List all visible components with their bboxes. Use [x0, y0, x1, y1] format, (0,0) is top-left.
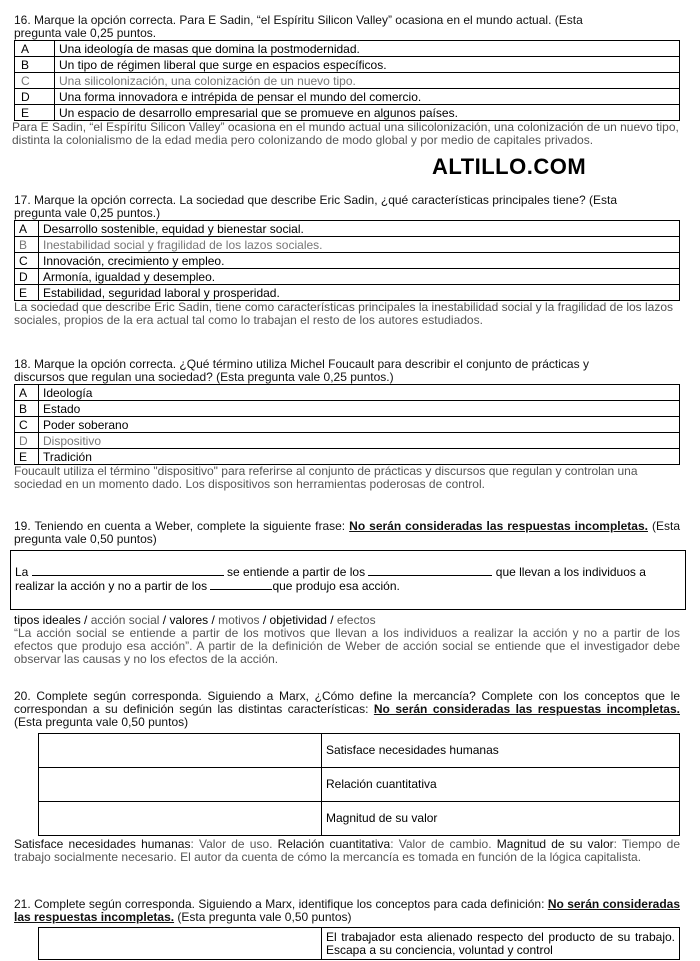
- sentence-part: se entiende a partir de los: [223, 565, 369, 579]
- option-letter: D: [15, 269, 39, 285]
- option-text: Ideología: [39, 385, 680, 401]
- table-row: [39, 928, 680, 960]
- sentence-part: La: [15, 565, 32, 579]
- q20-warning: No serán consideradas las respuestas incompletas.: [373, 702, 680, 716]
- word-option: acción social: [90, 613, 160, 627]
- word-option: objetividad: [269, 613, 327, 627]
- option-row[interactable]: [15, 269, 680, 285]
- option-letter: C: [15, 253, 39, 269]
- option-text: Una forma innovadora e intrépida de pensar el mundo del comercio.: [55, 89, 680, 105]
- answer-value: : Tiempo de trabajo socialmente necesario. El autor da cuenta de cómo la mercancía es tomada en función de la lógica capitalista.: [14, 837, 680, 864]
- word-option: tipos ideales: [14, 613, 81, 627]
- q20-text: [14, 690, 680, 729]
- q17-answer: La sociedad que describe Eric Sadin, tiene como características principales la inestabilidad social y la fragilidad de los lazos sociales, propios de la era actual tal como lo trabajan el resto de los autores estudiados.: [14, 300, 674, 327]
- option-text: Estado: [39, 401, 680, 417]
- question-21: [14, 898, 680, 924]
- option-text: Una silicolonización, una colonización de un nuevo tipo.: [55, 73, 680, 89]
- answer-value: : Valor de uso.: [190, 837, 278, 851]
- word-option: efectos: [336, 613, 376, 627]
- option-letter: E: [15, 285, 39, 301]
- q19-fill-box: [10, 550, 686, 610]
- q17-options: [14, 220, 680, 301]
- option-letter: B: [15, 237, 39, 253]
- answer-cell[interactable]: [39, 734, 322, 768]
- option-letter: E: [15, 105, 55, 121]
- blank-field[interactable]: [32, 565, 224, 576]
- option-row[interactable]: [15, 433, 680, 449]
- q21-warning: No serán consideradas las respuestas incompletas.: [14, 897, 680, 924]
- q19-prefix: 19. Teniendo en cuenta a Weber, complete la siguiente frase:: [14, 519, 350, 533]
- question-16: [14, 14, 680, 147]
- table-row: [39, 802, 680, 836]
- q21-table: [38, 927, 680, 960]
- answer-key: Magnitud de su valor: [496, 837, 614, 851]
- option-letter: E: [15, 449, 39, 465]
- option-letter: A: [15, 41, 55, 57]
- option-letter: A: [15, 221, 39, 237]
- option-row[interactable]: [15, 401, 680, 417]
- option-letter: D: [15, 89, 55, 105]
- question-18: [14, 358, 680, 491]
- option-text: Dispositivo: [39, 433, 680, 449]
- q16-text-line1: 16. Marque la opción correcta. Para E Sadin, “el Espíritu Silicon Valley” ocasiona en el mundo actual. (Esta: [14, 13, 583, 27]
- option-letter: A: [15, 385, 39, 401]
- q19-warning: No serán consideradas las respuestas incompletas.: [349, 519, 648, 533]
- question-17: [14, 194, 680, 327]
- word-option: valores: [169, 613, 209, 627]
- option-text: Poder soberano: [39, 417, 680, 433]
- q20-suffix: (Esta pregunta vale 0,50 puntos): [14, 715, 189, 729]
- option-row[interactable]: [15, 253, 680, 269]
- q20-prefix: 20. Complete según corresponda. Siguiendo a Marx, ¿Cómo define la mercancía? Complete con los conceptos que le correspondan a su definición según las distintas características:: [14, 689, 680, 716]
- table-row: [39, 768, 680, 802]
- option-row[interactable]: [15, 41, 680, 57]
- option-text: Desarrollo sostenible, equidad y bienestar social.: [39, 221, 680, 237]
- option-row[interactable]: [15, 417, 680, 433]
- q18-text-line2: discursos que regulan una sociedad? (Esta pregunta vale 0,25 puntos.): [14, 370, 394, 384]
- q21-suffix: (Esta pregunta vale 0,50 puntos): [174, 910, 352, 924]
- sentence-part: que llevan a los individuos a: [492, 565, 646, 579]
- q19-sentence-line2: [15, 579, 681, 593]
- option-row[interactable]: [15, 285, 680, 301]
- blank-field[interactable]: [210, 579, 272, 590]
- option-text: Una ideología de masas que domina la postmodernidad.: [55, 41, 680, 57]
- q16-options: [14, 40, 680, 121]
- separator: /: [159, 613, 170, 627]
- option-row[interactable]: [15, 73, 680, 89]
- q19-suffix: (Esta pregunta vale 0,50 puntos): [14, 519, 680, 546]
- q20-answer-text: [14, 838, 680, 864]
- q21-text: [14, 898, 680, 924]
- q21-prefix: 21. Complete según corresponda. Siguiendo a Marx, identifique los conceptos para cada definición:: [14, 897, 548, 911]
- q20-table: [38, 733, 680, 836]
- definition-cell: Relación cuantitativa: [322, 768, 680, 802]
- q20-answer: [14, 838, 680, 864]
- definition-cell: Satisface necesidades humanas: [322, 734, 680, 768]
- option-letter: C: [15, 417, 39, 433]
- q16-text-line2: pregunta vale 0,25 puntos.: [14, 26, 157, 40]
- answer-cell[interactable]: [39, 768, 322, 802]
- separator: /: [208, 613, 219, 627]
- option-letter: C: [15, 73, 55, 89]
- q19-answer: “La acción social se entiende a partir de los motivos que llevan a los individuos a realizar la acción y no a partir de los efectos que produjo esa acción”. A partir de la definición de Weber de acción social se entiende que el investigador debe observar las causas y no los efectos de la acción.: [14, 626, 680, 666]
- option-letter: B: [15, 57, 55, 73]
- answer-key: Relación cuantitativa: [277, 837, 391, 851]
- option-row[interactable]: [15, 89, 680, 105]
- option-text: Armonía, igualdad y desempleo.: [39, 269, 680, 285]
- option-row[interactable]: [15, 57, 680, 73]
- answer-value: : Valor de cambio.: [390, 837, 497, 851]
- sentence-part: realizar la acción y no a partir de los: [15, 579, 211, 593]
- option-text: Estabilidad, seguridad laboral y prosperidad.: [39, 285, 680, 301]
- option-row[interactable]: [15, 385, 680, 401]
- blank-field[interactable]: [368, 565, 492, 576]
- sentence-part: que produjo esa acción.: [272, 579, 400, 593]
- answer-cell[interactable]: [39, 802, 322, 836]
- question-20: [14, 690, 680, 729]
- q19-sentence-line1: [15, 565, 681, 579]
- option-row[interactable]: [15, 221, 680, 237]
- q16-answer: Para E Sadin, “el Espíritu Silicon Valley” ocasiona en el mundo actual una silicolonización, una colonización de un nuevo tipo, distinta la colonialismo de la edad media pero colonizando de modo global y por medio de capitales privados.: [12, 120, 679, 147]
- q18-options: [14, 384, 680, 465]
- option-letter: B: [15, 401, 39, 417]
- separator: /: [259, 613, 270, 627]
- separator: /: [80, 613, 91, 627]
- q19-answer-block: [14, 614, 680, 666]
- separator: /: [326, 613, 337, 627]
- definition-cell: El trabajador esta alienado respecto del producto de su trabajo. Escapa a su conciencia, voluntad y control: [322, 928, 680, 960]
- option-letter: D: [15, 433, 39, 449]
- q18-answer: Foucault utiliza el término "dispositivo" para referirse al conjunto de prácticas y discursos que regulan y controlan una sociedad en un momento dado. Los dispositivos son herramientas poderosas de control.: [14, 464, 638, 491]
- option-text: Innovación, crecimiento y empleo.: [39, 253, 680, 269]
- q18-text-line1: 18. Marque la opción correcta. ¿Qué término utiliza Michel Foucault para describir el conjunto de prácticas y: [14, 357, 589, 371]
- option-text: Inestabilidad social y fragilidad de los lazos sociales.: [39, 237, 680, 253]
- option-text: Un espacio de desarrollo empresarial que se promueve en algunos países.: [55, 105, 680, 121]
- q19-text: [14, 520, 680, 546]
- option-text: Un tipo de régimen liberal que surge en espacios específicos.: [55, 57, 680, 73]
- option-row[interactable]: [15, 105, 680, 121]
- q17-text-line2: pregunta vale 0,25 puntos.): [14, 206, 161, 220]
- watermark-logo: ALTILLO.COM: [432, 154, 587, 179]
- option-text: Tradición: [39, 449, 680, 465]
- table-row: [39, 734, 680, 768]
- definition-cell: Magnitud de su valor: [322, 802, 680, 836]
- option-row[interactable]: [15, 449, 680, 465]
- word-option: motivos: [218, 613, 260, 627]
- answer-cell[interactable]: [39, 928, 322, 960]
- question-19: [14, 520, 680, 546]
- answer-key: Satisface necesidades humanas: [14, 837, 191, 851]
- option-row[interactable]: [15, 237, 680, 253]
- q17-text-line1: 17. Marque la opción correcta. La sociedad que describe Eric Sadin, ¿qué características principales tiene? (Esta: [14, 193, 617, 207]
